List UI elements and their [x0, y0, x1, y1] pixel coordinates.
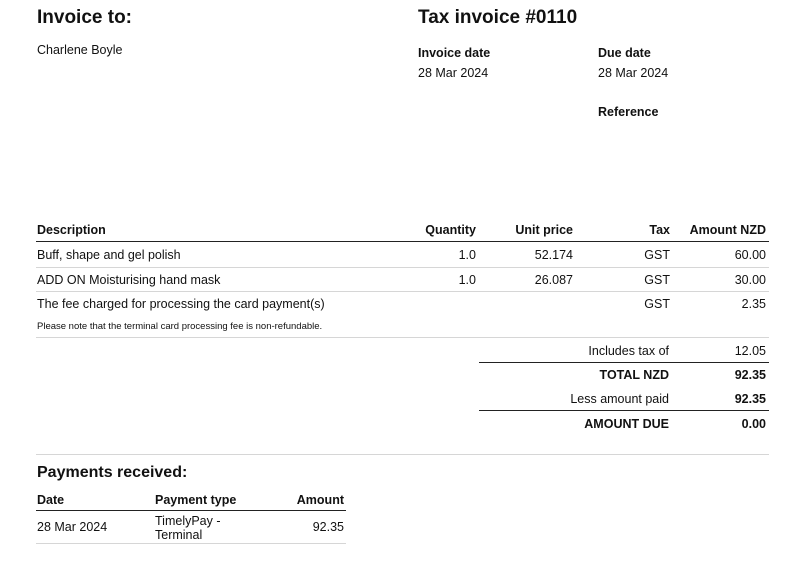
includes-tax-value: 12.05	[734, 344, 766, 358]
row-quantity: 1.0	[458, 273, 476, 287]
row-divider	[36, 267, 769, 268]
col-header-amount: Amount NZD	[689, 223, 766, 237]
row-tax: GST	[644, 297, 670, 311]
payment-type: TimelyPay - Terminal	[155, 514, 221, 542]
row-quantity: 1.0	[458, 248, 476, 262]
row-divider	[36, 291, 769, 292]
row-divider	[36, 337, 769, 338]
table-header-divider	[36, 241, 769, 242]
payments-col-amount: Amount	[296, 493, 344, 507]
payments-col-date: Date	[37, 493, 65, 507]
invoice-date-label: Invoice date	[418, 46, 491, 60]
payments-row-divider	[36, 543, 346, 544]
invoice-date-value: 28 Mar 2024	[418, 66, 489, 80]
row-description: Buff, shape and gel polish	[37, 248, 181, 262]
due-date-value: 28 Mar 2024	[598, 66, 669, 80]
row-amount: 2.35	[741, 297, 766, 311]
customer-name: Charlene Boyle	[37, 43, 123, 57]
payment-amount: 92.35	[312, 520, 344, 534]
reference-label: Reference	[598, 105, 659, 119]
processing-fee-note: Please note that the terminal card processing fee is non-refundable.	[37, 321, 323, 332]
amount-due-value: 0.00	[741, 417, 766, 431]
payments-heading: Payments received:	[37, 464, 188, 481]
col-header-description: Description	[37, 223, 106, 237]
section-divider	[36, 454, 769, 455]
amount-due-label: AMOUNT DUE	[584, 417, 669, 431]
invoice-to-heading: Invoice to:	[37, 7, 133, 28]
invoice-title: Tax invoice #0110	[418, 7, 578, 28]
row-unit-price: 52.174	[534, 248, 573, 262]
payments-header-divider	[36, 510, 346, 511]
row-amount: 60.00	[734, 248, 766, 262]
payments-col-type: Payment type	[155, 493, 237, 507]
col-header-tax: Tax	[649, 223, 670, 237]
col-header-quantity: Quantity	[425, 223, 476, 237]
row-description: ADD ON Moisturising hand mask	[37, 273, 221, 287]
amount-paid-value: 92.35	[734, 392, 766, 406]
total-value: 92.35	[734, 368, 766, 382]
row-description: The fee charged for processing the card payment(s)	[37, 297, 325, 311]
payment-date: 28 Mar 2024	[37, 520, 108, 534]
col-header-unit-price: Unit price	[515, 223, 573, 237]
totals-divider	[479, 362, 769, 363]
row-unit-price: 26.087	[534, 273, 573, 287]
total-label: TOTAL NZD	[599, 368, 669, 382]
due-date-label: Due date	[598, 46, 651, 60]
row-tax: GST	[644, 248, 670, 262]
row-tax: GST	[644, 273, 670, 287]
row-amount: 30.00	[734, 273, 766, 287]
includes-tax-label: Includes tax of	[588, 344, 669, 358]
totals-divider	[479, 410, 769, 411]
amount-paid-label: Less amount paid	[570, 392, 669, 406]
